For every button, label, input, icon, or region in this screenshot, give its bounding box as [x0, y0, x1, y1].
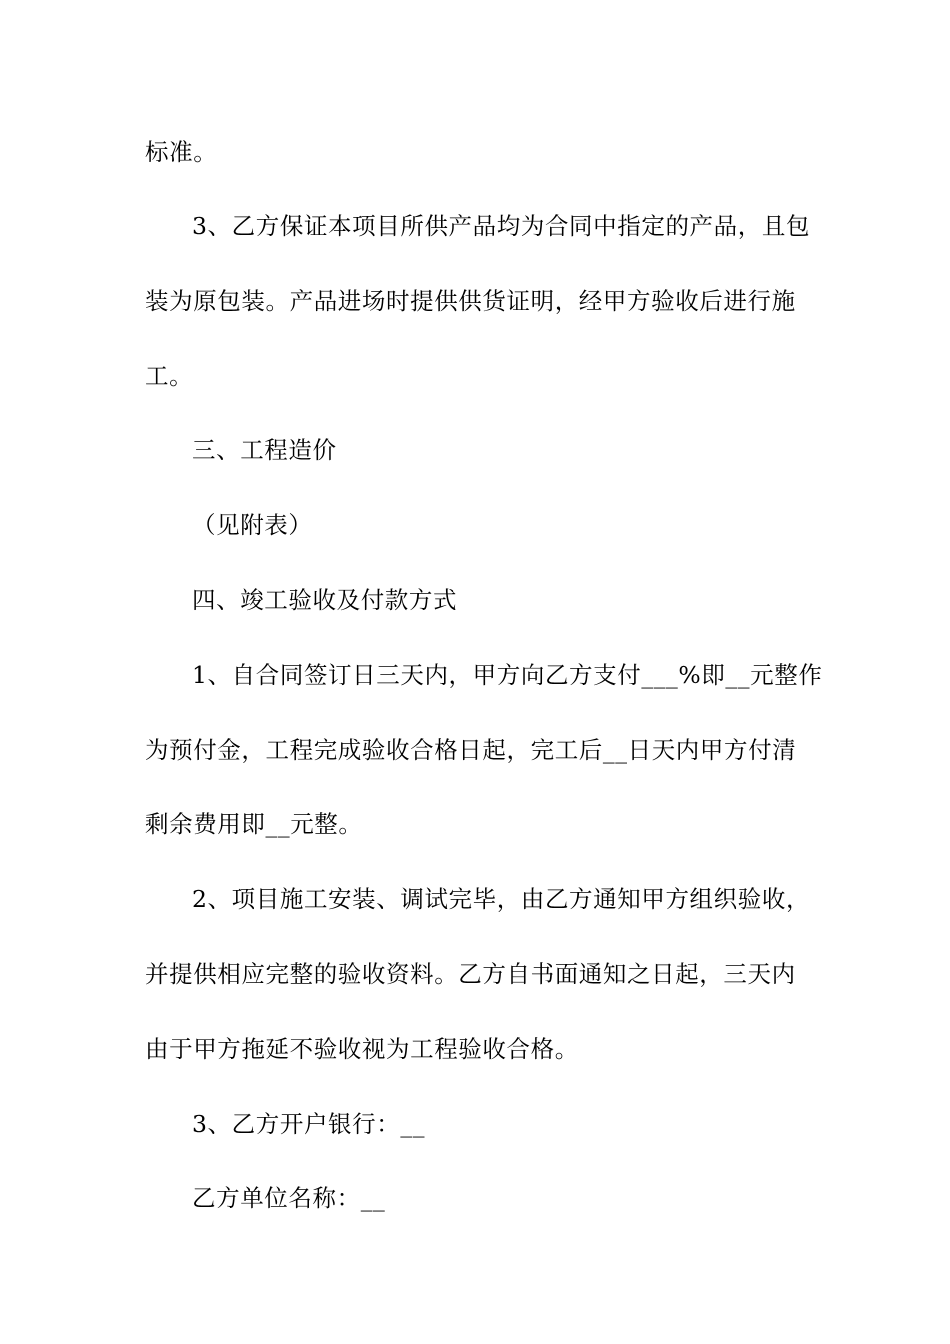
text-line: 由于甲方拖延不验收视为工程验收合格。 — [145, 1035, 579, 1063]
clause-1-payment: 1、自合同签订日三天内，甲方向乙方支付___%即__元整作 — [192, 661, 823, 689]
section-heading-price: 三、工程造价 — [192, 436, 337, 464]
text-line: 剩余费用即__元整。 — [145, 810, 363, 838]
text-line: 为预付金，工程完成验收合格日起，完工后__日天内甲方付清 — [145, 736, 797, 764]
section-heading-acceptance: 四、竣工验收及付款方式 — [192, 586, 458, 614]
clause-3-quality: 3、乙方保证本项目所供产品均为合同中指定的产品，且包 — [192, 212, 811, 240]
company-name-line: 乙方单位名称：__ — [192, 1184, 386, 1212]
text-line: 标准。 — [145, 138, 218, 166]
text-line: 并提供相应完整的验收资料。乙方自书面通知之日起，三天内 — [145, 960, 796, 988]
text-line: 工。 — [145, 362, 194, 390]
see-attachment-note: （见附表） — [192, 511, 313, 539]
text-line: 装为原包装。产品进场时提供供货证明，经甲方验收后进行施 — [145, 287, 796, 315]
clause-2-acceptance: 2、项目施工安装、调试完毕，由乙方通知甲方组织验收， — [192, 885, 811, 913]
clause-3-bank: 3、乙方开户银行：__ — [192, 1110, 426, 1138]
